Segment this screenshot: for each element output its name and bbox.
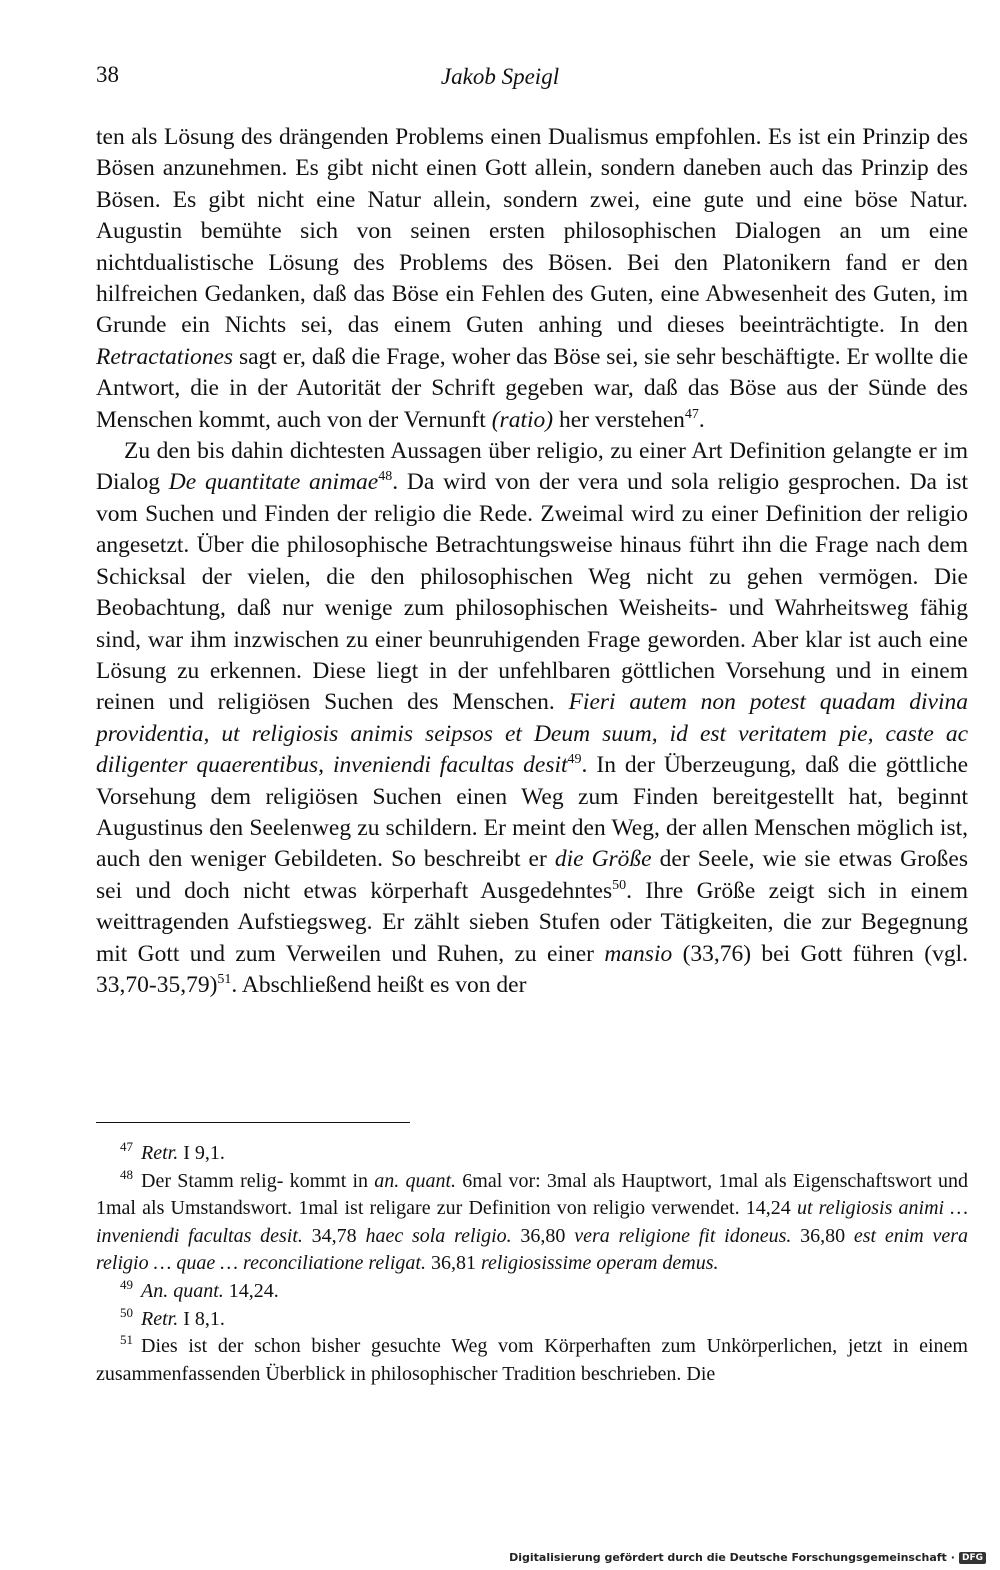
main-text	[96, 122, 968, 1001]
credit-text: Digitalisierung gefördert durch die Deutsche Forschungsgemeinschaft	[509, 1551, 947, 1564]
footnote-47	[96, 1140, 968, 1168]
text-run: . Ihre Größe zeigt sich in einem weittragenden Aufstiegsweg. Er zählt sieben Stufen oder Tätigkeiten, die zur Begegnung mit Gott und zum Verweilen und Ruhen, zu einer	[96, 877, 968, 967]
italic-ref: haec sola religio.	[365, 1224, 512, 1247]
footnote-number: 47	[120, 1139, 133, 1154]
footnotes	[96, 1140, 968, 1388]
footnote-ref: 47	[684, 406, 699, 422]
text-run: der Seele, wie sie etwas Großes sei und doch nicht etwas körperhaft Ausgedehntes	[96, 846, 968, 904]
text-run: . Abschließend heißt es von der	[231, 971, 527, 998]
text-run: 34,78	[302, 1224, 366, 1247]
footnote-50	[96, 1306, 968, 1334]
italic-ref: Retr.	[141, 1142, 179, 1164]
text-run: .	[698, 406, 705, 433]
italic-ref: religiosissime operam demus.	[480, 1252, 719, 1275]
italic-title: Retractationes	[96, 343, 234, 370]
text-run: I 8,1.	[178, 1307, 225, 1330]
footnote-number: 49	[120, 1276, 133, 1292]
italic-ref: Retr.	[141, 1307, 179, 1330]
text-run: 36,81	[425, 1252, 481, 1275]
italic-term: (ratio)	[491, 406, 554, 433]
dfg-logo-icon: DFG	[959, 1552, 986, 1564]
italic-ref: est enim vera religio … quae … reconciliatione religat.	[96, 1224, 969, 1275]
page-number: 38	[96, 62, 119, 87]
text-run: (33,76) bei Gott führen (vgl. 33,70-35,79)	[96, 940, 968, 998]
italic-ref: ut religiosis animi … inveniendi facultas desit.	[96, 1197, 969, 1247]
footnote-51	[96, 1333, 968, 1388]
text-run: . In der Überzeugung, daß die göttliche Vorsehung dem religiösen Suchen einen Weg zum Finden bereitgestellt hat, beginnt Augustinus den Seelenweg zu schildern. Er meint den Weg, der allen Menschen möglich ist, auch den weniger Gebildeten. So beschreibt er	[96, 752, 968, 873]
running-head: Jakob Speigl	[440, 64, 560, 89]
footnote-49	[96, 1278, 968, 1306]
text-run: Dies ist der schon bisher gesuchte Weg vom Körperhaften zum Unkörperlichen, jetzt in einem zusammenfassenden Überblick in philosophischer Tradition beschrieben. Die	[96, 1335, 968, 1385]
italic-ref: vera religione fit idoneus.	[574, 1224, 792, 1247]
italic-term: mansio	[604, 940, 673, 967]
latin-quote: Fieri autem non potest quadam divina providentia, ut religiosis animis seipsos et Deum suum, id est veritatem pie, caste ac diligenter quaerentibus, inveniendi facultas desit	[96, 689, 968, 779]
text-run: 6mal vor: 3mal als Hauptwort, 1mal als Eigenschaftswort und 1mal als Umstandswort. 1mal ist religare zur Definition von religio verwendet. 14,24	[96, 1169, 968, 1220]
italic-ref: An. quant.	[141, 1279, 224, 1302]
text-run: . Da wird von der vera und sola religio gesprochen. Da ist vom Suchen und Finden der religio die Rede. Zweimal wird zu einer Definition der religio angesetzt. Über die philosophische Betrachtungsweise hinaus führt ihn die Frage nach dem Schicksal der vielen, die den philosophischen Weg nicht zu gehen vermögen. Die Beobachtung, daß nur wenige zum philosophischen Weisheits- und Wahrheitsweg fähig sind, war ihm inzwischen zu einer beunruhigenden Frage geworden. Aber klar ist auch eine Lösung zu erkennen. Diese liegt in der unfehlbaren göttlichen Vorsehung und in einem reinen und religiösen Suchen des Menschen.	[96, 469, 968, 716]
footnote-ref: 49	[567, 752, 582, 768]
text-run: ten als Lösung des drängenden Problems einen Dualismus empfohlen. Es ist ein Prinzip des Bösen anzunehmen. Es gibt nicht einen Gott allein, sondern daneben auch das Prinzip des Bösen. Es gibt nicht eine Natur allein, sondern zwei, eine gute und eine böse Natur. Augustin bemühte sich von seinen ersten philosophischen Dialogen an um eine nichtdualistische Lösung des Problems des Bösen. Bei den Platonikern fand er den hilfreichen Gedanken, daß das Böse ein Fehlen des Guten, eine Abwesenheit des Guten, im Grunde ein Nichts sei, das einem Guten anhing und dieses beeinträchtigte. In den	[96, 124, 968, 339]
italic-title: De quantitate animae	[168, 469, 379, 496]
footnote-number: 50	[120, 1304, 133, 1320]
digitization-credit: Digitalisierung gefördert durch die Deutsche Forschungsgemeinschaft · DFG	[509, 1551, 986, 1564]
text-run: 14,24.	[223, 1279, 279, 1302]
italic-ref: an. quant.	[374, 1169, 457, 1192]
footnote-ref: 51	[217, 971, 232, 987]
footnote-divider	[96, 1122, 410, 1123]
text-run: Der Stamm relig- kommt in	[141, 1169, 375, 1192]
footnote-ref: 48	[378, 469, 393, 485]
paragraph	[96, 436, 968, 1001]
text-run: Zu den bis dahin dichtesten Aussagen über religio, zu einer Art Definition gelangte er im Dialog	[96, 438, 968, 496]
text-run: sagt er, daß die Frage, woher das Böse sei, sie sehr beschäftigte. Er wollte die Antwort, die in der Autorität der Schrift gegeben war, daß das Böse aus der Sünde des Menschen kommt, auch von der Vernunft	[96, 343, 968, 433]
footnote-48	[96, 1168, 968, 1278]
text-run: 36,80	[791, 1224, 854, 1247]
text-run: 36,80	[511, 1224, 575, 1247]
footnote-number: 48	[120, 1166, 133, 1182]
text-run: her verstehen	[553, 406, 685, 433]
footnote-ref: 50	[612, 877, 627, 893]
italic-term: die Größe	[554, 846, 652, 873]
footnote-number: 51	[120, 1332, 133, 1348]
text-run: I 9,1.	[178, 1142, 225, 1164]
paragraph	[96, 122, 968, 436]
